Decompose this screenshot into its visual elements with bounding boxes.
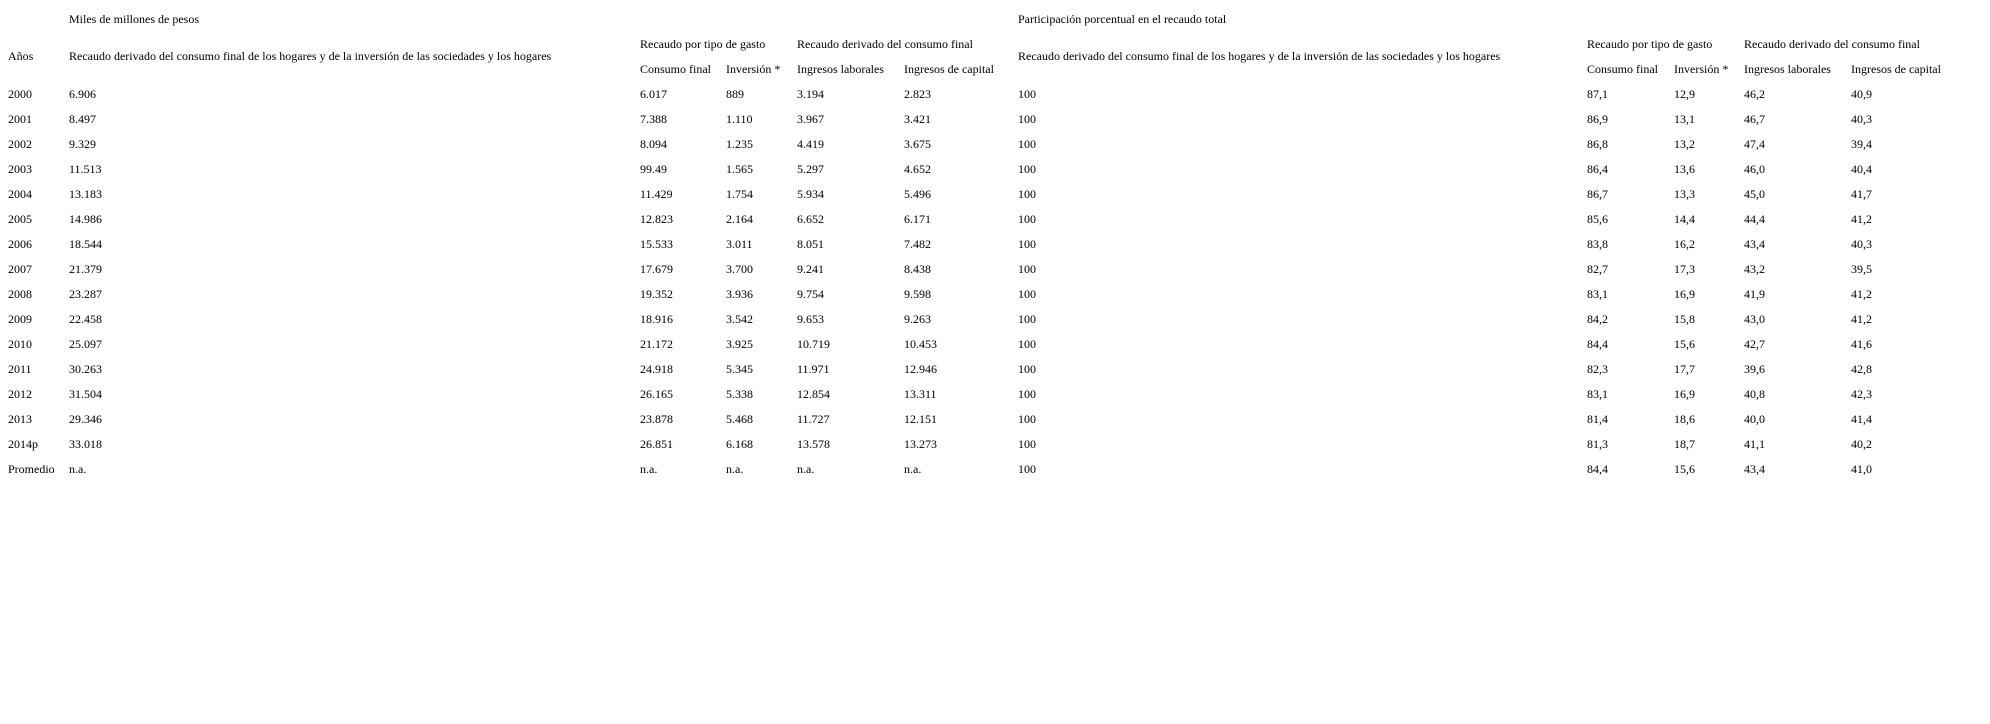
header-ingresos-capital: Ingresos de capital [904, 61, 994, 76]
recaudo-total-pct-cell: 100 [1018, 286, 1036, 301]
recaudo-total-cell: 9.329 [69, 136, 96, 151]
ingresos-laborales-cell: 8.051 [797, 236, 824, 251]
ingresos-capital-pct-cell: 41,2 [1851, 286, 1872, 301]
inversion-cell: 1.110 [726, 111, 753, 126]
ingresos-laborales-cell: 13.578 [797, 436, 830, 451]
table-row [7, 107, 1957, 130]
inversion-pct-cell: 16,2 [1674, 236, 1695, 251]
consumo-final-pct-cell: 82,3 [1587, 361, 1608, 376]
inversion-pct-cell: 13,2 [1674, 136, 1695, 151]
year-cell: 2008 [8, 286, 32, 301]
ingresos-laborales-pct-cell: 46,0 [1744, 161, 1765, 176]
ingresos-capital-pct-cell: 41,2 [1851, 211, 1872, 226]
recaudo-total-cell: 25.097 [69, 336, 102, 351]
inversion-cell: 3.700 [726, 261, 753, 276]
header-recaudo-tipo-gasto: Recaudo por tipo de gasto [640, 36, 766, 51]
ingresos-laborales-pct-cell: 42,7 [1744, 336, 1765, 351]
header-empty-cell [7, 7, 66, 30]
inversion-cell: 3.011 [726, 236, 753, 251]
recaudo-total-pct-cell: 100 [1018, 436, 1036, 451]
consumo-final-cell: n.a. [640, 461, 658, 476]
consumo-final-cell: 6.017 [640, 86, 667, 101]
header-recaudo-consumo-inversion: Recaudo derivado del consumo final de los hogares y de la inversión de las sociedades y los hogares [69, 49, 552, 63]
inversion-cell: 3.925 [726, 336, 753, 351]
table-row [7, 82, 1957, 105]
consumo-final-cell: 99.49 [640, 161, 667, 176]
year-cell: 2004 [8, 186, 32, 201]
recaudo-total-cell: 29.346 [69, 411, 102, 426]
header-inversion: Inversión * [726, 61, 781, 76]
inversion-cell: 889 [726, 86, 744, 101]
inversion-pct-cell: 15,8 [1674, 311, 1695, 326]
ingresos-capital-cell: 13.273 [904, 436, 937, 451]
ingresos-capital-pct-cell: 42,8 [1851, 361, 1872, 376]
year-cell: 2013 [8, 411, 32, 426]
inversion-pct-cell: 17,7 [1674, 361, 1695, 376]
ingresos-laborales-pct-cell: 39,6 [1744, 361, 1765, 376]
ingresos-capital-cell: 13.311 [904, 386, 937, 401]
ingresos-capital-pct-cell: 40,9 [1851, 86, 1872, 101]
ingresos-laborales-cell: 3.967 [797, 111, 824, 126]
consumo-final-pct-cell: 86,9 [1587, 111, 1608, 126]
consumo-final-pct-cell: 87,1 [1587, 86, 1608, 101]
table-header [7, 7, 1957, 80]
year-cell: 2012 [8, 386, 32, 401]
ingresos-capital-cell: 2.823 [904, 86, 931, 101]
year-cell: 2014p [8, 436, 38, 451]
header-row-1 [7, 7, 1957, 30]
ingresos-capital-cell: 5.496 [904, 186, 931, 201]
header-inversion-pct: Inversión * [1674, 61, 1729, 76]
recaudo-total-cell: 13.183 [69, 186, 102, 201]
ingresos-laborales-pct-cell: 46,2 [1744, 86, 1765, 101]
table-row [7, 407, 1957, 430]
recaudo-total-pct-cell: 100 [1018, 361, 1036, 376]
recaudo-total-cell: 8.497 [69, 111, 96, 126]
recaudo-total-cell: 23.287 [69, 286, 102, 301]
recaudo-total-pct-cell: 100 [1018, 261, 1036, 276]
table-row [7, 282, 1957, 305]
table-row [7, 332, 1957, 355]
consumo-final-cell: 11.429 [640, 186, 673, 201]
inversion-pct-cell: 14,4 [1674, 211, 1695, 226]
inversion-cell: 6.168 [726, 436, 753, 451]
ingresos-capital-cell: 9.263 [904, 311, 931, 326]
inversion-pct-cell: 15,6 [1674, 336, 1695, 351]
table-row [7, 157, 1957, 180]
table-row [7, 182, 1957, 205]
header-recaudo-consumo-inversion-pct: Recaudo derivado del consumo final de los hogares y de la inversión de las sociedades y los hogares [1018, 49, 1501, 63]
recaudo-total-pct-cell: 100 [1018, 86, 1036, 101]
consumo-final-cell: 26.165 [640, 386, 673, 401]
ingresos-capital-cell: 3.421 [904, 111, 931, 126]
recaudo-total-pct-cell: 100 [1018, 386, 1036, 401]
recaudo-total-cell: 22.458 [69, 311, 102, 326]
header-participacion: Participación porcentual en el recaudo total [1018, 11, 1227, 26]
inversion-cell: 5.468 [726, 411, 753, 426]
ingresos-capital-cell: 9.598 [904, 286, 931, 301]
ingresos-laborales-cell: 5.934 [797, 186, 824, 201]
ingresos-capital-pct-cell: 42,3 [1851, 386, 1872, 401]
inversion-cell: 3.542 [726, 311, 753, 326]
consumo-final-pct-cell: 81,3 [1587, 436, 1608, 451]
ingresos-laborales-pct-cell: 43,4 [1744, 236, 1765, 251]
inversion-cell: 5.345 [726, 361, 753, 376]
ingresos-laborales-cell: 9.653 [797, 311, 824, 326]
ingresos-capital-pct-cell: 40,4 [1851, 161, 1872, 176]
table-row [7, 432, 1957, 455]
consumo-final-cell: 12.823 [640, 211, 673, 226]
ingresos-capital-cell: 3.675 [904, 136, 931, 151]
ingresos-capital-cell: 12.151 [904, 411, 937, 426]
ingresos-laborales-pct-cell: 44,4 [1744, 211, 1765, 226]
ingresos-capital-pct-cell: 40,2 [1851, 436, 1872, 451]
table-row [7, 457, 1957, 480]
tax-revenue-table [5, 5, 1959, 482]
ingresos-laborales-pct-cell: 43,4 [1744, 461, 1765, 476]
table-row [7, 257, 1957, 280]
year-cell: 2010 [8, 336, 32, 351]
ingresos-laborales-cell: 4.419 [797, 136, 824, 151]
inversion-pct-cell: 17,3 [1674, 261, 1695, 276]
ingresos-laborales-cell: 11.971 [797, 361, 830, 376]
recaudo-total-pct-cell: 100 [1018, 236, 1036, 251]
inversion-cell: n.a. [726, 461, 744, 476]
recaudo-total-cell: 6.906 [69, 86, 96, 101]
ingresos-laborales-pct-cell: 41,9 [1744, 286, 1765, 301]
year-cell: Promedio [8, 461, 55, 476]
inversion-pct-cell: 13,3 [1674, 186, 1695, 201]
consumo-final-pct-cell: 83,1 [1587, 286, 1608, 301]
header-row-2 [7, 32, 1957, 55]
year-cell: 2007 [8, 261, 32, 276]
inversion-pct-cell: 13,6 [1674, 161, 1695, 176]
inversion-cell: 1.754 [726, 186, 753, 201]
ingresos-laborales-cell: 9.754 [797, 286, 824, 301]
consumo-final-pct-cell: 86,8 [1587, 136, 1608, 151]
consumo-final-pct-cell: 81,4 [1587, 411, 1608, 426]
ingresos-capital-pct-cell: 41,0 [1851, 461, 1872, 476]
ingresos-capital-pct-cell: 41,6 [1851, 336, 1872, 351]
year-cell: 2001 [8, 111, 32, 126]
ingresos-laborales-pct-cell: 45,0 [1744, 186, 1765, 201]
inversion-cell: 1.565 [726, 161, 753, 176]
ingresos-laborales-pct-cell: 40,0 [1744, 411, 1765, 426]
year-cell: 2003 [8, 161, 32, 176]
header-ingresos-laborales-pct: Ingresos laborales [1744, 61, 1831, 76]
ingresos-capital-cell: 7.482 [904, 236, 931, 251]
inversion-pct-cell: 16,9 [1674, 386, 1695, 401]
recaudo-total-cell: n.a. [69, 461, 87, 476]
ingresos-capital-pct-cell: 39,5 [1851, 261, 1872, 276]
ingresos-capital-pct-cell: 40,3 [1851, 111, 1872, 126]
recaudo-total-pct-cell: 100 [1018, 136, 1036, 151]
ingresos-laborales-cell: 10.719 [797, 336, 830, 351]
table-row [7, 307, 1957, 330]
consumo-final-cell: 23.878 [640, 411, 673, 426]
consumo-final-pct-cell: 84,2 [1587, 311, 1608, 326]
ingresos-laborales-cell: 12.854 [797, 386, 830, 401]
table-body [7, 82, 1957, 480]
ingresos-laborales-cell: 3.194 [797, 86, 824, 101]
consumo-final-pct-cell: 84,4 [1587, 461, 1608, 476]
consumo-final-pct-cell: 84,4 [1587, 336, 1608, 351]
recaudo-total-cell: 31.504 [69, 386, 102, 401]
inversion-pct-cell: 16,9 [1674, 286, 1695, 301]
ingresos-capital-cell: 8.438 [904, 261, 931, 276]
recaudo-total-cell: 11.513 [69, 161, 102, 176]
inversion-cell: 2.164 [726, 211, 753, 226]
consumo-final-cell: 24.918 [640, 361, 673, 376]
header-ingresos-capital-pct: Ingresos de capital [1851, 61, 1941, 76]
inversion-cell: 5.338 [726, 386, 753, 401]
ingresos-capital-pct-cell: 41,7 [1851, 186, 1872, 201]
inversion-cell: 3.936 [726, 286, 753, 301]
inversion-pct-cell: 12,9 [1674, 86, 1695, 101]
header-recaudo-tipo-gasto-pct: Recaudo por tipo de gasto [1587, 36, 1713, 51]
consumo-final-cell: 19.352 [640, 286, 673, 301]
year-cell: 2006 [8, 236, 32, 251]
header-recaudo-consumo-final-pct: Recaudo derivado del consumo final [1744, 36, 1920, 51]
header-years: Años [8, 49, 34, 63]
ingresos-laborales-pct-cell: 43,2 [1744, 261, 1765, 276]
inversion-pct-cell: 13,1 [1674, 111, 1695, 126]
recaudo-total-pct-cell: 100 [1018, 211, 1036, 226]
consumo-final-pct-cell: 85,6 [1587, 211, 1608, 226]
table-row [7, 232, 1957, 255]
consumo-final-cell: 15.533 [640, 236, 673, 251]
consumo-final-pct-cell: 83,8 [1587, 236, 1608, 251]
header-recaudo-consumo-final: Recaudo derivado del consumo final [797, 36, 973, 51]
consumo-final-pct-cell: 86,4 [1587, 161, 1608, 176]
ingresos-capital-cell: 12.946 [904, 361, 937, 376]
recaudo-total-pct-cell: 100 [1018, 311, 1036, 326]
ingresos-laborales-pct-cell: 47,4 [1744, 136, 1765, 151]
year-cell: 2011 [8, 361, 32, 376]
recaudo-total-cell: 21.379 [69, 261, 102, 276]
consumo-final-cell: 18.916 [640, 311, 673, 326]
table-row [7, 357, 1957, 380]
ingresos-laborales-cell: 5.297 [797, 161, 824, 176]
ingresos-capital-pct-cell: 41,4 [1851, 411, 1872, 426]
ingresos-laborales-cell: 9.241 [797, 261, 824, 276]
ingresos-capital-cell: 10.453 [904, 336, 937, 351]
header-consumo-final-pct: Consumo final [1587, 61, 1658, 76]
table-row [7, 132, 1957, 155]
year-cell: 2002 [8, 136, 32, 151]
consumo-final-cell: 7.388 [640, 111, 667, 126]
ingresos-laborales-pct-cell: 46,7 [1744, 111, 1765, 126]
table-row [7, 382, 1957, 405]
recaudo-total-pct-cell: 100 [1018, 336, 1036, 351]
recaudo-total-cell: 14.986 [69, 211, 102, 226]
table-row [7, 207, 1957, 230]
consumo-final-pct-cell: 86,7 [1587, 186, 1608, 201]
inversion-pct-cell: 18,7 [1674, 436, 1695, 451]
ingresos-laborales-pct-cell: 41,1 [1744, 436, 1765, 451]
inversion-pct-cell: 18,6 [1674, 411, 1695, 426]
header-ingresos-laborales: Ingresos laborales [797, 61, 884, 76]
ingresos-capital-cell: 6.171 [904, 211, 931, 226]
consumo-final-cell: 8.094 [640, 136, 667, 151]
ingresos-laborales-pct-cell: 43,0 [1744, 311, 1765, 326]
year-cell: 2009 [8, 311, 32, 326]
inversion-cell: 1.235 [726, 136, 753, 151]
ingresos-capital-pct-cell: 41,2 [1851, 311, 1872, 326]
ingresos-laborales-cell: 6.652 [797, 211, 824, 226]
header-miles-de-millones: Miles de millones de pesos [69, 11, 199, 26]
consumo-final-cell: 17.679 [640, 261, 673, 276]
recaudo-total-pct-cell: 100 [1018, 461, 1036, 476]
year-cell: 2000 [8, 86, 32, 101]
recaudo-total-pct-cell: 100 [1018, 161, 1036, 176]
ingresos-laborales-cell: 11.727 [797, 411, 830, 426]
consumo-final-pct-cell: 82,7 [1587, 261, 1608, 276]
header-consumo-final: Consumo final [640, 61, 711, 76]
ingresos-capital-cell: n.a. [904, 461, 922, 476]
consumo-final-cell: 26.851 [640, 436, 673, 451]
recaudo-total-pct-cell: 100 [1018, 111, 1036, 126]
ingresos-capital-pct-cell: 40,3 [1851, 236, 1872, 251]
recaudo-total-cell: 18.544 [69, 236, 102, 251]
consumo-final-pct-cell: 83,1 [1587, 386, 1608, 401]
recaudo-total-cell: 30.263 [69, 361, 102, 376]
ingresos-laborales-pct-cell: 40,8 [1744, 386, 1765, 401]
ingresos-capital-cell: 4.652 [904, 161, 931, 176]
consumo-final-cell: 21.172 [640, 336, 673, 351]
recaudo-total-pct-cell: 100 [1018, 186, 1036, 201]
year-cell: 2005 [8, 211, 32, 226]
recaudo-total-pct-cell: 100 [1018, 411, 1036, 426]
ingresos-laborales-cell: n.a. [797, 461, 815, 476]
ingresos-capital-pct-cell: 39,4 [1851, 136, 1872, 151]
inversion-pct-cell: 15,6 [1674, 461, 1695, 476]
recaudo-total-cell: 33.018 [69, 436, 102, 451]
